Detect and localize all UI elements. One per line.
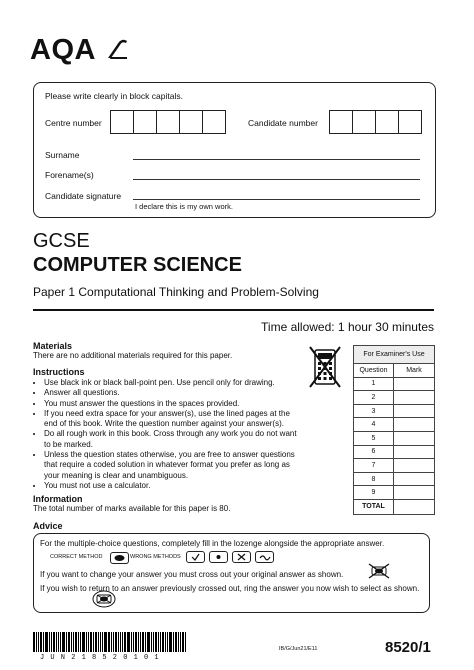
question-number: 7 — [354, 459, 394, 473]
information-text: The total number of marks available for this paper is 80. — [33, 504, 231, 513]
instruction-item: • You must not use a calculator. — [44, 481, 301, 491]
advice-line-3: If you wish to return to an answer previously crossed out, ring the answer you now wish to select as shown. — [40, 584, 420, 593]
instructions-list — [33, 378, 301, 491]
mark-cell — [394, 431, 435, 445]
centre-number-label: Centre number — [45, 118, 102, 128]
mark-cell — [394, 418, 435, 432]
question-number: 1 — [354, 377, 394, 391]
paper-reference: IB/G/Jun21/E11 — [279, 646, 318, 652]
examiner-use-table — [353, 345, 435, 515]
examiner-table-title: For Examiner's Use — [354, 346, 435, 364]
mark-cell — [394, 459, 435, 473]
mark-cell — [394, 377, 435, 391]
question-number: 5 — [354, 431, 394, 445]
question-number: 9 — [354, 486, 394, 500]
candidate-number-field[interactable] — [330, 110, 422, 134]
instruction-item: • You must answer the questions in the spaces provided. — [44, 399, 301, 409]
total-label: TOTAL — [354, 499, 394, 514]
instruction-item: • Use black ink or black ball-point pen. Use pencil only for drawing. — [44, 378, 301, 388]
question-number: 4 — [354, 418, 394, 432]
wrong-methods-examples — [186, 551, 275, 563]
question-number: 8 — [354, 472, 394, 486]
mark-cell — [394, 445, 435, 459]
mark-column-header: Mark — [394, 364, 435, 378]
centre-number-field[interactable] — [111, 110, 226, 134]
mark-cell — [394, 404, 435, 418]
materials-text: There are no additional materials required for this paper. — [33, 351, 233, 360]
qualification-level: GCSE — [33, 230, 90, 252]
advice-line-2: If you want to change your answer you must cross out your original answer as shown. — [40, 570, 344, 579]
instruction-item: • Unless the question states otherwise, you are free to answer questions that require a coded solution in whatever format you prefer as long as your meaning is clear and unambiguous. — [44, 450, 301, 481]
surname-label: Surname — [45, 150, 80, 160]
candidate-number-label: Candidate number — [248, 118, 318, 128]
correct-method-label: CORRECT METHOD — [50, 554, 103, 560]
total-mark-cell — [394, 499, 435, 514]
barcode-text: J U N 2 1 8 5 2 0 1 0 1 — [40, 654, 160, 662]
instruction-item: • Do all rough work in this book. Cross through any work you do not want to be marked. — [44, 429, 301, 450]
no-calculator-icon — [309, 346, 341, 388]
forenames-label: Forename(s) — [45, 170, 94, 180]
instruction-item: • Answer all questions. — [44, 388, 301, 398]
mark-cell — [394, 391, 435, 405]
subject-title: COMPUTER SCIENCE — [33, 254, 242, 276]
block-capitals-instruction: Please write clearly in block capitals. — [45, 91, 183, 101]
mark-cell — [394, 472, 435, 486]
wrong-dot-lozenge-icon — [209, 551, 228, 563]
wrong-tick-lozenge-icon — [186, 551, 205, 563]
title-divider — [33, 309, 434, 311]
advice-line-1: For the multiple-choice questions, completely fill in the lozenge alongside the appropriate answer. — [40, 539, 385, 548]
wrong-cross-lozenge-icon — [232, 551, 251, 563]
signature-field[interactable] — [133, 199, 420, 200]
crossed-out-lozenge-icon — [368, 563, 390, 579]
ringed-lozenge-icon — [92, 590, 116, 608]
signature-label: Candidate signature — [45, 191, 122, 201]
question-number: 6 — [354, 445, 394, 459]
forenames-field[interactable] — [133, 179, 420, 180]
time-allowed: Time allowed: 1 hour 30 minutes — [261, 320, 434, 334]
barcode — [33, 632, 249, 652]
surname-field[interactable] — [133, 159, 420, 160]
question-column-header: Question — [354, 364, 394, 378]
paper-title: Paper 1 Computational Thinking and Problem-Solving — [33, 285, 319, 299]
instruction-item: • If you need extra space for your answer(s), use the lined pages at the end of this book. Write the question number against your answer(s). — [44, 409, 301, 430]
wrong-methods-label: WRONG METHODS — [130, 554, 181, 560]
question-number: 3 — [354, 404, 394, 418]
declaration-text: I declare this is my own work. — [135, 202, 233, 211]
materials-heading: Materials — [33, 341, 73, 351]
question-number: 2 — [354, 391, 394, 405]
paper-code: 8520/1 — [385, 639, 431, 656]
correct-lozenge-icon — [110, 552, 129, 564]
aqa-logo-mark-icon — [105, 38, 129, 60]
aqa-logo: AQA — [30, 34, 96, 66]
wrong-scribble-lozenge-icon — [255, 551, 274, 563]
information-heading: Information — [33, 494, 83, 504]
mark-cell — [394, 486, 435, 500]
advice-heading: Advice — [33, 521, 63, 531]
instructions-heading: Instructions — [33, 367, 85, 377]
